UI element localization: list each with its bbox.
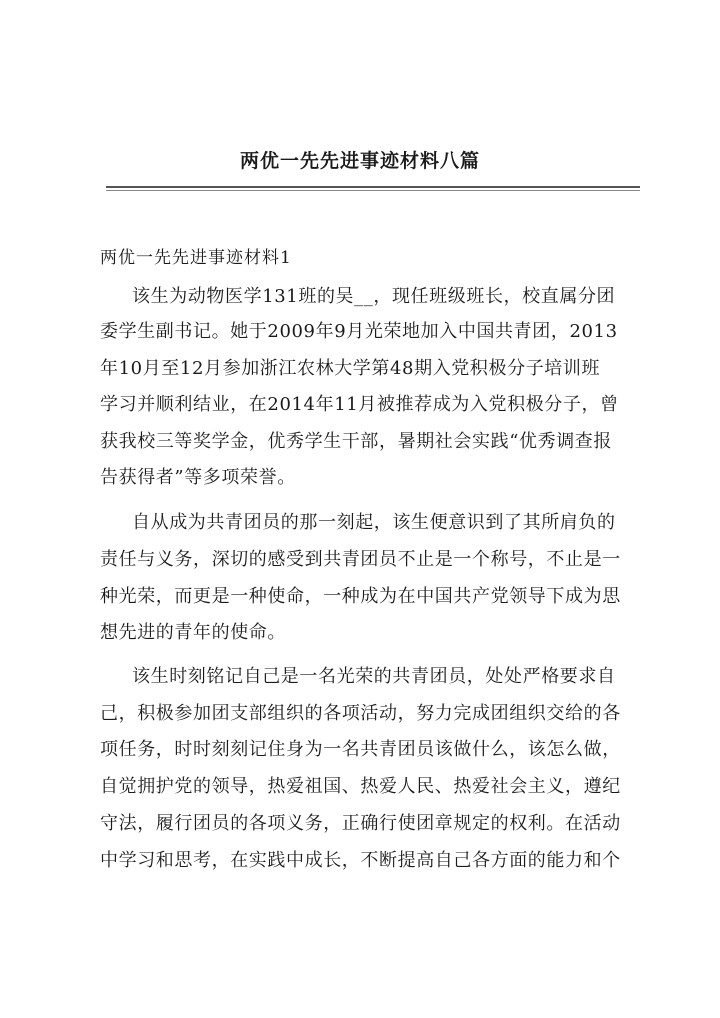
paragraph-3-line-1: 该生时刻铭记自己是一名光荣的共青团员，处处严格要求自 [132, 666, 616, 687]
paragraph-1-line-2: 委学生副书记。她于2009年9月光荣地加入中国共青团，2013 [100, 321, 618, 342]
paragraph-3-line-6: 中学习和思考，在实践中成长，不断提高自己各方面的能力和个 [100, 850, 621, 871]
paragraph-1-line-4: 学习并顺利结业，在2014年11月被推荐成为入党积极分子，曾 [100, 394, 619, 415]
paragraph-1-line-6: 告获得者”等多项荣誉。 [100, 467, 296, 488]
paragraph-1-line-5: 获我校三等奖学金，优秀学生干部，暑期社会实践“优秀调查报 [100, 431, 612, 452]
paragraph-1-line-1: 该生为动物医学131班的吴__，现任班级班长，校直属分团 [132, 286, 616, 307]
paragraph-3-line-2: 己，积极参加团支部组织的各项活动，努力完成团组织交给的各 [100, 703, 621, 724]
section-heading: 两优一先先进事迹材料1 [100, 248, 292, 268]
paragraph-2-line-3: 种光荣，而更是一种使命，一种成为在中国共产党领导下成为思 [100, 586, 621, 607]
paragraph-3-line-4: 自觉拥护党的领导，热爱祖国、热爱人民、热爱社会主义，遵纪 [100, 776, 621, 797]
paragraph-2-line-4: 想先进的青年的使命。 [100, 622, 286, 643]
paragraph-3-line-5: 守法，履行团员的各项义务，正确行使团章规定的权利。在活动 [100, 813, 621, 834]
paragraph-2-line-2: 责任与义务，深切的感受到共青团员不止是一个称号，不止是一 [100, 549, 621, 570]
paragraph-2-line-1: 自从成为共青团员的那一刻起，该生便意识到了其所肩负的 [132, 512, 616, 533]
paragraph-1-line-3: 年10月至12月参加浙江农林大学第48期入党积极分子培训班 [100, 358, 601, 379]
title-rule-thick [106, 186, 640, 188]
title-rule-thin [106, 190, 640, 191]
document-title: 两优一先先进事迹材料八篇 [239, 150, 480, 172]
paragraph-3-line-3: 项任务，时时刻刻记住身为一名共青团员该做什么，该怎么做， [100, 739, 621, 760]
